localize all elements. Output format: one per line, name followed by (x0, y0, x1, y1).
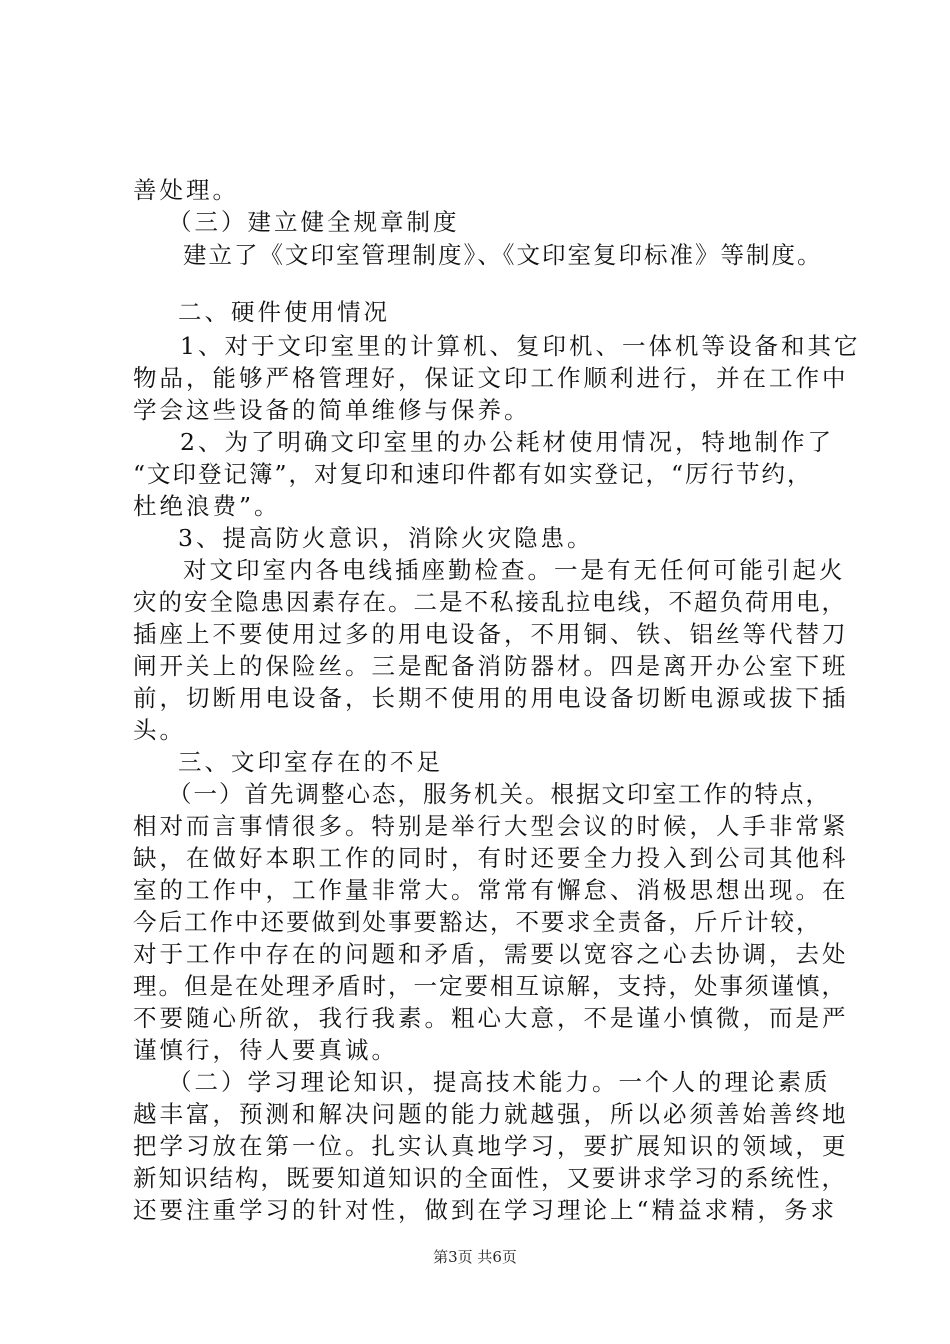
body-text-line: 今后工作中还要做到处事要豁达，不要求全责备，斤斤计较， (133, 908, 822, 936)
body-text-line: 新知识结构，既要知道知识的全面性，又要讲求学习的系统性， (133, 1164, 847, 1192)
body-text-line: 谨慎行，待人要真诚。 (133, 1036, 398, 1064)
body-text-line: 建立了《文印室管理制度》、《文印室复印标准》等制度。 (183, 241, 823, 269)
page-number-footer: 第3页 共6页 (433, 1248, 517, 1266)
body-text-line: 把学习放在第一位。扎实认真地学习，要扩展知识的领域，更 (133, 1132, 849, 1160)
body-text-line: （二）学习理论知识，提高技术能力。一个人的理论素质 (168, 1068, 831, 1096)
body-text-line: 插座上不要使用过多的用电设备，不用铜、铁、铝丝等代替刀 (133, 620, 849, 648)
body-text-line: 物品，能够严格管理好，保证文印工作顺利进行，并在工作中 (133, 364, 849, 392)
body-text-line: 学会这些设备的简单维修与保养。 (133, 396, 531, 424)
body-text-line: 对于工作中存在的问题和矛盾，需要以宽容之心去协调，去处 (133, 940, 849, 968)
body-text-line: 相对而言事情很多。特别是举行大型会议的时候，人手非常紧 (133, 812, 849, 840)
section-heading: 三、文印室存在的不足 (178, 748, 443, 776)
body-text-line: 越丰富，预测和解决问题的能力就越强，所以必须善始善终地 (133, 1100, 849, 1128)
body-text-line: 前，切断用电设备，长期不使用的用电设备切断电源或拔下插 (133, 684, 849, 712)
body-text-line: 不要随心所欲，我行我素。粗心大意，不是谨小慎微，而是严 (133, 1004, 849, 1032)
body-text-line: “文印登记簿”，对复印和速印件都有如实登记，“厉行节约， (133, 460, 813, 488)
body-text-line: 缺，在做好本职工作的同时，有时还要全力投入到公司其他科 (133, 844, 849, 872)
section-heading: 二、硬件使用情况 (178, 298, 390, 326)
section-heading: （三）建立健全规章制度 (168, 208, 460, 236)
body-text-line: 头。 (133, 716, 186, 744)
body-text-line: 2、为了明确文印室里的办公耗材使用情况，特地制作了 (180, 428, 834, 456)
body-text-line: 3、提高防火意识，消除火灾隐患。 (178, 524, 594, 552)
body-text-line: 理。但是在处理矛盾时，一定要相互谅解，支持，处事须谨慎， (133, 972, 847, 1000)
body-text-line: 灾的安全隐患因素存在。二是不私接乱拉电线，不超负荷用电， (133, 588, 847, 616)
body-text-line: 还要注重学习的针对性，做到在学习理论上“精益求精，务求 (133, 1196, 838, 1224)
body-text-line: 闸开关上的保险丝。三是配备消防器材。四是离开办公室下班 (133, 652, 849, 680)
body-text-line: 1、对于文印室里的计算机、复印机、一体机等设备和其它 (180, 332, 861, 360)
body-text-line: 杜绝浪费”。 (133, 492, 281, 520)
body-text-line: 善处理。 (133, 176, 239, 204)
body-text-line: 室的工作中，工作量非常大。常常有懈怠、消极思想出现。在 (133, 876, 849, 904)
body-text-line: 对文印室内各电线插座勤检查。一是有无任何可能引起火 (183, 556, 846, 584)
body-text-line: （一）首先调整心态，服务机关。根据文印室工作的特点， (168, 780, 831, 808)
